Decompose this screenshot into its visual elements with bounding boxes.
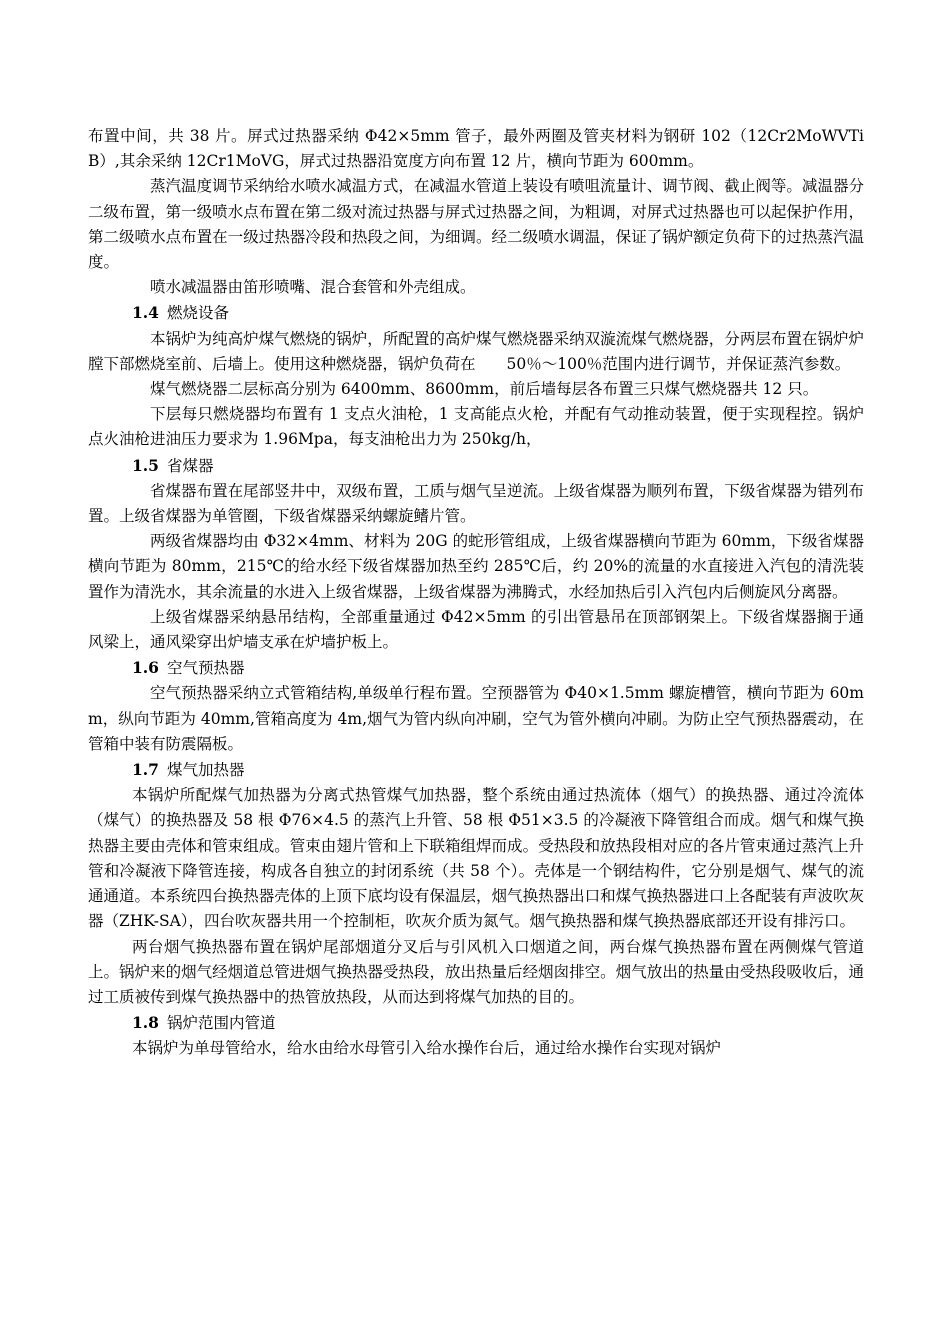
paragraph-steam-temperature: 蒸汽温度调节采纳给水喷水减温方式，在减温水管道上装设有喷咀流量计、调节阀、截止阀等。减温器分二级布置，第一级喷水点布置在第二级对流过热器与屏式过热器之间，为粗调，对屏式过热器也可以起保护作用，第二级喷水点布置在一级过热器冷段和热段之间，为细调。经二级喷水调温，保证了锅炉额定负荷下的过热蒸汽温度。	[88, 177, 864, 272]
paragraph-platen-superheater: 布置中间，共 38 片。屏式过热器采纳 Φ42×5mm 管子，最外两圈及管夹材料为钢研 102（12Cr2MoWVTiB）,其余采纳 12Cr1MoVG，屏式过热器沿宽度方向布置 12 片，横向节距为 600mm。	[88, 127, 864, 171]
paragraph-economizer-support: 上级省煤器采纳悬吊结构，全部重量通过 Φ42×5mm 的引出管悬吊在顶部钢架上。下级省煤器搁于通风梁上，通风梁穿出炉墙支承在炉墙护板上。	[88, 607, 864, 652]
paragraph-gas-heater-system: 本锅炉所配煤气加热器为分离式热管煤气加热器，整个系统由通过热流体（烟气）的换热器、通过冷流体（煤气）的换热器及 58 根 Φ76×4.5 的蒸汽上升管、58 根 Φ51×3.5 的冷凝液下降管组合而成。烟气和煤气换热器主要由壳体和管束组成。管束由翅片管和上下联箱组焊而成。受热段和放热段相对应的各片管束通过蒸汽上升管和冷凝液下降管连接，构成各自独立的封闭系统（共 58 个）。壳体是一个钢结构件，它分别是烟气、煤气的流通通道。本系统四台换热器壳体的上顶下底均设有保温层，烟气换热器出口和煤气换热器进口上各配装有声波吹灰器（ZHK-SA），四台吹灰器共用一个控制柜，吹灰介质为氮气。烟气换热器和煤气换热器底部还开设有排污口。	[88, 786, 864, 931]
section-heading-1-6	[88, 655, 864, 681]
section-title: 省煤器	[166, 456, 214, 475]
paragraph-ignition: 下层每只燃烧器均布置有 1 支点火油枪，1 支高能点火枪，并配有气动推动装置，便于实现程控。锅炉点火油枪进油压力要求为 1.96Mpa，每支油枪出力为 250kg/h，	[88, 405, 864, 449]
section-title: 燃烧设备	[166, 304, 229, 323]
section-heading-1-7	[88, 757, 864, 783]
section-title: 锅炉范围内管道	[166, 1014, 276, 1033]
section-number: 1.8	[132, 1013, 159, 1033]
section-number: 1.6	[132, 658, 159, 678]
section-title: 煤气加热器	[166, 761, 245, 780]
section-number: 1.7	[132, 760, 159, 780]
paragraph-gas-heater-arrangement: 两台烟气换热器布置在锅炉尾部烟道分叉后与引风机入口烟道之间，两台煤气换热器布置在两侧煤气管道上。锅炉来的烟气经烟道总管进烟气换热器受热段，放出热量后经烟囱排空。烟气放出的热量由受热段吸收后，通过工质被传到煤气换热器中的热管放热段，从而达到将煤气加热的目的。	[88, 937, 864, 1006]
section-heading-1-8	[88, 1010, 864, 1036]
paragraph-boiler-piping: 本锅炉为单母管给水，给水由给水母管引入给水操作台后，通过给水操作台实现对锅炉	[132, 1039, 722, 1058]
paragraph-desuperheater: 喷水减温器由笛形喷嘴、混合套管和外壳组成。	[150, 278, 476, 297]
document-page	[88, 124, 864, 1062]
section-title: 空气预热器	[166, 659, 245, 678]
section-number: 1.5	[132, 455, 159, 475]
paragraph-economizer-layout: 省煤器布置在尾部竖井中，双级布置，工质与烟气呈逆流。上级省煤器为顺列布置，下级省煤器为错列布置。上级省煤器为单管圈，下级省煤器采纳螺旋鳍片管。	[88, 481, 864, 526]
paragraph-air-preheater: 空气预热器采纳立式管箱结构,单级单行程布置。空预器管为 Φ40×1.5mm 螺旋槽管，横向节距为 60mm，纵向节距为 40mm,管箱高度为 4m,烟气为管内纵向冲刷，空气为管外横向冲刷。为防止空气预热器震动，在管箱中装有防震隔板。	[88, 684, 864, 753]
paragraph-economizer-tubes: 两级省煤器均由 Φ32×4mm、材料为 20G 的蛇形管组成，上级省煤器横向节距为 60mm，下级省煤器横向节距为 80mm，215℃的给水经下级省煤器加热至约 285℃后，约 20%的流量的水直接进入汽包的清洗装置作为清洗水，其余流量的水进入上级省煤器，上级省煤器为沸腾式，水经加热后引入汽包内后侧旋风分离器。	[88, 532, 864, 601]
section-heading-1-5	[88, 453, 864, 479]
section-heading-1-4	[88, 300, 864, 326]
paragraph-burner-config: 本锅炉为纯高炉煤气燃烧的锅炉，所配置的高炉煤气燃烧器采纳双漩流煤气燃烧器，分两层布置在锅炉炉膛下部燃烧室前、后墙上。使用这种燃烧器，锅炉负荷在 50％～100％范围内进行调节，并保证蒸汽参数。	[88, 329, 864, 373]
paragraph-burner-elevation: 煤气燃烧器二层标高分别为 6400mm、8600mm，前后墙每层各布置三只煤气燃烧器共 12 只。	[150, 380, 819, 399]
section-number: 1.4	[132, 303, 159, 323]
